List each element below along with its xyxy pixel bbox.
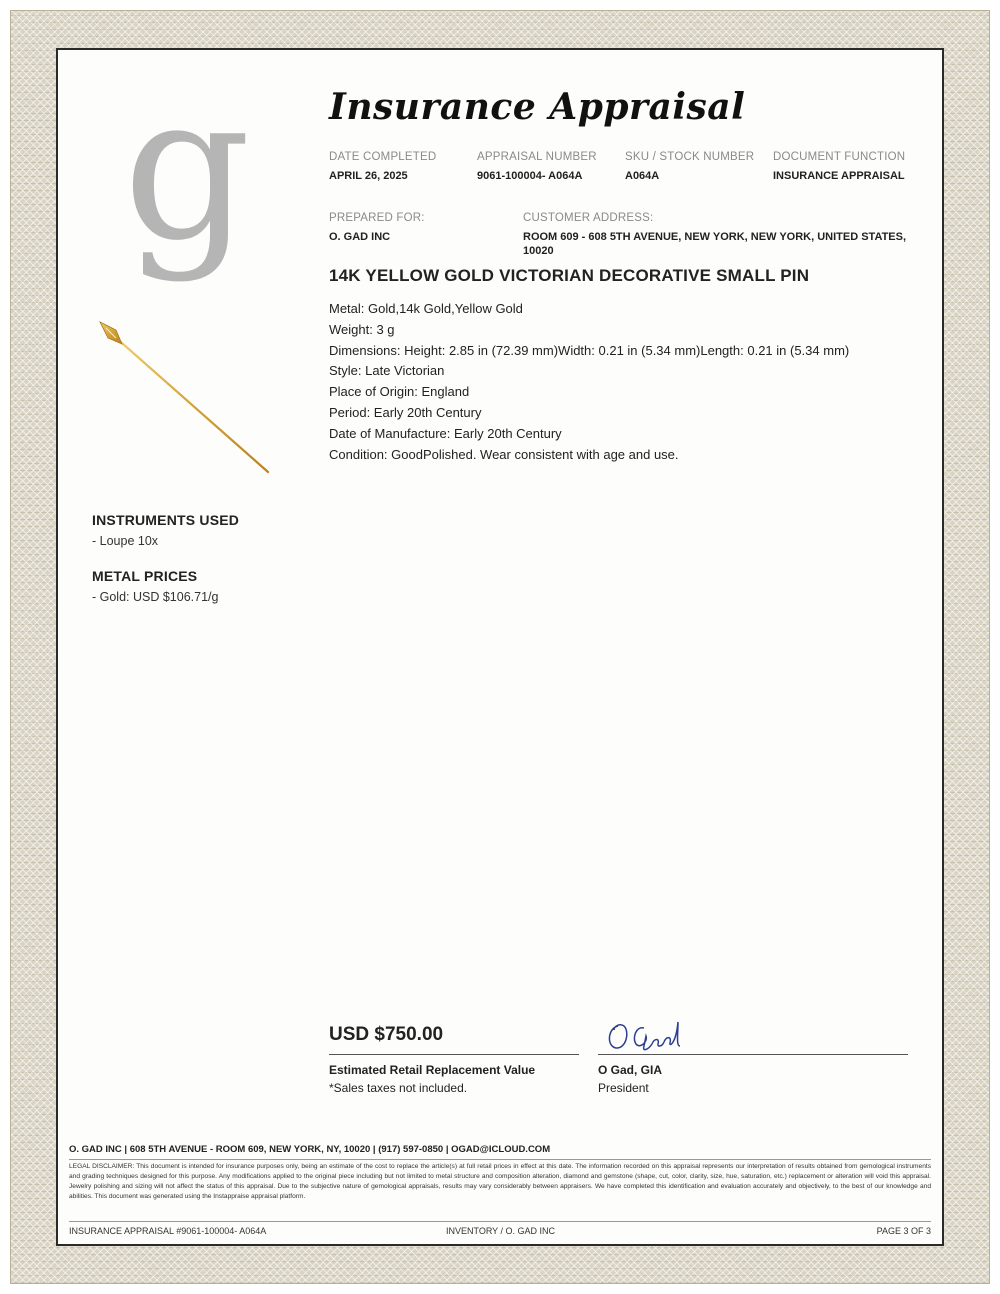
valuation-note: *Sales taxes not included. <box>329 1081 468 1095</box>
document-function-field <box>773 151 905 183</box>
prepared-for-label: PREPARED FOR: <box>329 212 425 224</box>
customer-address-line2: 10020 <box>523 245 554 257</box>
document-function-label: DOCUMENT FUNCTION <box>773 151 906 163</box>
signer-name: O Gad, GIA <box>598 1063 663 1077</box>
metal-prices-heading: METAL PRICES <box>92 568 198 584</box>
signature-block <box>598 1016 908 1095</box>
bottom-appraisal-ref: INSURANCE APPRAISAL #9061-100004- A064A <box>69 1226 267 1236</box>
detail-manufacture-date: Date of Manufacture: Early 20th Century <box>329 425 562 441</box>
detail-period: Period: Early 20th Century <box>329 404 482 420</box>
detail-origin: Place of Origin: England <box>329 384 470 400</box>
valuation-amount: USD $750.00 <box>329 1024 579 1055</box>
customer-address-line1: ROOM 609 - 608 5TH AVENUE, NEW YORK, NEW YORK, UNITED STATES, <box>523 231 907 243</box>
signer-title: President <box>598 1081 649 1095</box>
bottom-divider <box>69 1221 931 1222</box>
customer-address-field <box>523 212 908 258</box>
prepared-for-value: O. GAD INC <box>329 231 391 243</box>
logo-letter: g <box>122 52 252 285</box>
handwritten-signature <box>602 1016 722 1056</box>
sidebar <box>92 512 292 624</box>
sku-value: A064A <box>625 170 660 182</box>
item-title: 14K YELLOW GOLD VICTORIAN DECORATIVE SMALL PIN <box>329 266 810 285</box>
document-title: Insurance Appraisal <box>329 86 746 128</box>
sku-field <box>625 151 754 183</box>
pin-photo <box>92 318 272 478</box>
detail-weight: Weight: 3 g <box>329 321 395 337</box>
sku-label: SKU / STOCK NUMBER <box>625 151 755 163</box>
prepared-for-field <box>329 212 425 244</box>
detail-condition: Condition: GoodPolished. Wear consistent with age and use. <box>329 446 679 462</box>
document-function-value: INSURANCE APPRAISAL <box>773 170 905 182</box>
instruments-item: - Loupe 10x <box>92 534 159 548</box>
footer-divider <box>69 1159 931 1160</box>
date-completed-label: DATE COMPLETED <box>329 151 437 163</box>
legal-disclaimer: LEGAL DISCLAIMER: This document is intended for insurance purposes only, being an estimate of the cost to replace the article(s) at full retail prices in effect at this date. The information recorded on this appraisal represents our interpretation of results obtained from gemological instruments and grading techniques designed for this purpose. Any modifications applied to the original piece including but not limited to metal structure and composition alteration, diamond and gemstone (shape, cut, color, clarity, size, hue, saturation, etc.) replacement or alteration will void this appraisal. Jewelry polishing and sizing will not affect the status of this appraisal. Due to the subjective nature of gemological appraisals, results may vary considerably between appraisers. We have completed this identification and evaluation accurately and objectively, to the best of our knowledge and abilities. This document was generated using the Instappraise appraisal platform. <box>69 1163 931 1200</box>
date-completed-field <box>329 151 436 183</box>
signature-area <box>598 1016 908 1055</box>
appraisal-number-label: APPRAISAL NUMBER <box>477 151 597 163</box>
metal-prices-item: - Gold: USD $106.71/g <box>92 590 219 604</box>
appraisal-number-field <box>477 151 597 183</box>
appraisal-number-value: 9061-100004- A064A <box>477 170 583 182</box>
page-number: PAGE 3 OF 3 <box>876 1226 931 1236</box>
item-details <box>329 299 909 465</box>
customer-address-label: CUSTOMER ADDRESS: <box>523 212 654 224</box>
bottom-inventory: INVENTORY / O. GAD INC <box>446 1226 556 1236</box>
detail-metal: Metal: Gold,14k Gold,Yellow Gold <box>329 301 523 316</box>
detail-dimensions: Dimensions: Height: 2.85 in (72.39 mm)Width: 0.21 in (5.34 mm)Length: 0.21 in (5.34 mm) <box>329 342 850 358</box>
instruments-heading: INSTRUMENTS USED <box>92 512 240 528</box>
logo <box>92 52 282 285</box>
valuation-label: Estimated Retail Replacement Value <box>329 1063 536 1077</box>
date-completed-value: APRIL 26, 2025 <box>329 170 408 182</box>
detail-style: Style: Late Victorian <box>329 363 445 379</box>
footer-contact: O. GAD INC | 608 5TH AVENUE - ROOM 609, NEW YORK, NY, 10020 | (917) 597-0850 | OGAD@ICLOUD.COM <box>69 1144 551 1155</box>
valuation-block <box>329 1024 579 1095</box>
